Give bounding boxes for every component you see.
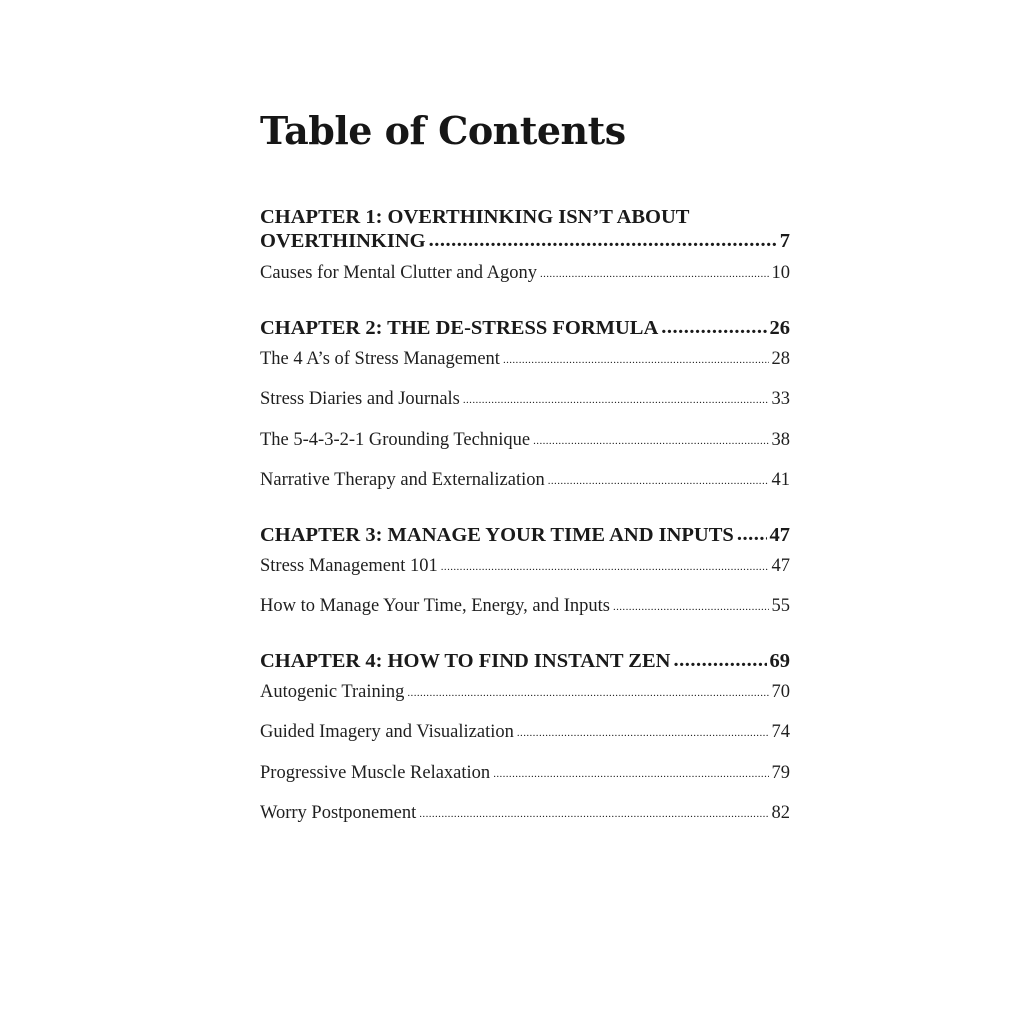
toc-entry-chapter-4[interactable] bbox=[260, 650, 790, 673]
dot-leader bbox=[441, 561, 769, 573]
dot-leader bbox=[503, 354, 769, 366]
page-number: 28 bbox=[771, 349, 790, 369]
toc-entry-chapter-3[interactable] bbox=[260, 524, 790, 547]
toc-entry-section[interactable] bbox=[260, 763, 790, 784]
toc-entry-section[interactable] bbox=[260, 470, 790, 491]
section-title: Guided Imagery and Visualization bbox=[260, 722, 514, 742]
dot-leader bbox=[661, 316, 766, 339]
page-number: 69 bbox=[769, 650, 790, 672]
section-title: Causes for Mental Clutter and Agony bbox=[260, 263, 537, 283]
toc-entry-section[interactable] bbox=[260, 722, 790, 743]
section-title: Progressive Muscle Relaxation bbox=[260, 763, 491, 783]
table-of-contents-page bbox=[260, 0, 790, 1024]
page-number: 26 bbox=[769, 317, 790, 339]
dot-leader bbox=[517, 727, 769, 739]
dot-leader bbox=[548, 475, 769, 487]
page-number: 82 bbox=[771, 803, 790, 823]
section-title: How to Manage Your Time, Energy, and Inputs bbox=[260, 596, 610, 616]
dot-leader bbox=[419, 808, 768, 820]
dot-leader bbox=[463, 394, 769, 406]
dot-leader bbox=[429, 229, 777, 252]
chapter-1-heading-line2: OVERTHINKING bbox=[260, 230, 426, 252]
page-title: Table of Contents bbox=[260, 108, 626, 153]
toc-entry-chapter-1[interactable] bbox=[260, 230, 790, 253]
toc-entry-section[interactable] bbox=[260, 596, 790, 617]
toc-entry-section[interactable] bbox=[260, 556, 790, 577]
dot-leader bbox=[613, 601, 769, 613]
chapter-title: CHAPTER 3: MANAGE YOUR TIME AND INPUTS bbox=[260, 524, 734, 546]
section-title: Stress Management 101 bbox=[260, 556, 438, 576]
section-title: Stress Diaries and Journals bbox=[260, 389, 460, 409]
section-title: Narrative Therapy and Externalization bbox=[260, 470, 545, 490]
page-number: 79 bbox=[771, 763, 790, 783]
section-title: The 5-4-3-2-1 Grounding Technique bbox=[260, 430, 531, 450]
page-number: 33 bbox=[771, 389, 790, 409]
page-number: 41 bbox=[771, 470, 790, 490]
chapter-title: CHAPTER 2: THE DE-STRESS FORMULA bbox=[260, 317, 659, 339]
chapter-title: CHAPTER 4: HOW TO FIND INSTANT ZEN bbox=[260, 650, 671, 672]
dot-leader bbox=[407, 687, 768, 699]
dot-leader bbox=[737, 523, 767, 546]
page-number: 55 bbox=[771, 596, 790, 616]
chapter-1-heading-line1: CHAPTER 1: OVERTHINKING ISN’T ABOUT bbox=[260, 206, 690, 228]
page-number: 70 bbox=[771, 682, 790, 702]
toc-entry-section[interactable] bbox=[260, 803, 790, 824]
dot-leader bbox=[673, 649, 766, 672]
toc-entry-section[interactable] bbox=[260, 682, 790, 703]
toc-entry-section[interactable] bbox=[260, 389, 790, 410]
section-title: The 4 A’s of Stress Management bbox=[260, 349, 500, 369]
page-number: 7 bbox=[779, 230, 790, 252]
section-title: Worry Postponement bbox=[260, 803, 417, 823]
toc-entry-chapter-2[interactable] bbox=[260, 317, 790, 340]
page-number: 38 bbox=[771, 430, 790, 450]
toc-entry-section[interactable] bbox=[260, 263, 790, 284]
page-number: 10 bbox=[771, 263, 790, 283]
toc-entry-section[interactable] bbox=[260, 349, 790, 370]
dot-leader bbox=[493, 768, 768, 780]
toc-entry-section[interactable] bbox=[260, 430, 790, 451]
page-number: 74 bbox=[771, 722, 790, 742]
page-number: 47 bbox=[771, 556, 790, 576]
section-title: Autogenic Training bbox=[260, 682, 405, 702]
page-number: 47 bbox=[769, 524, 790, 546]
dot-leader bbox=[533, 435, 768, 447]
dot-leader bbox=[540, 268, 769, 280]
